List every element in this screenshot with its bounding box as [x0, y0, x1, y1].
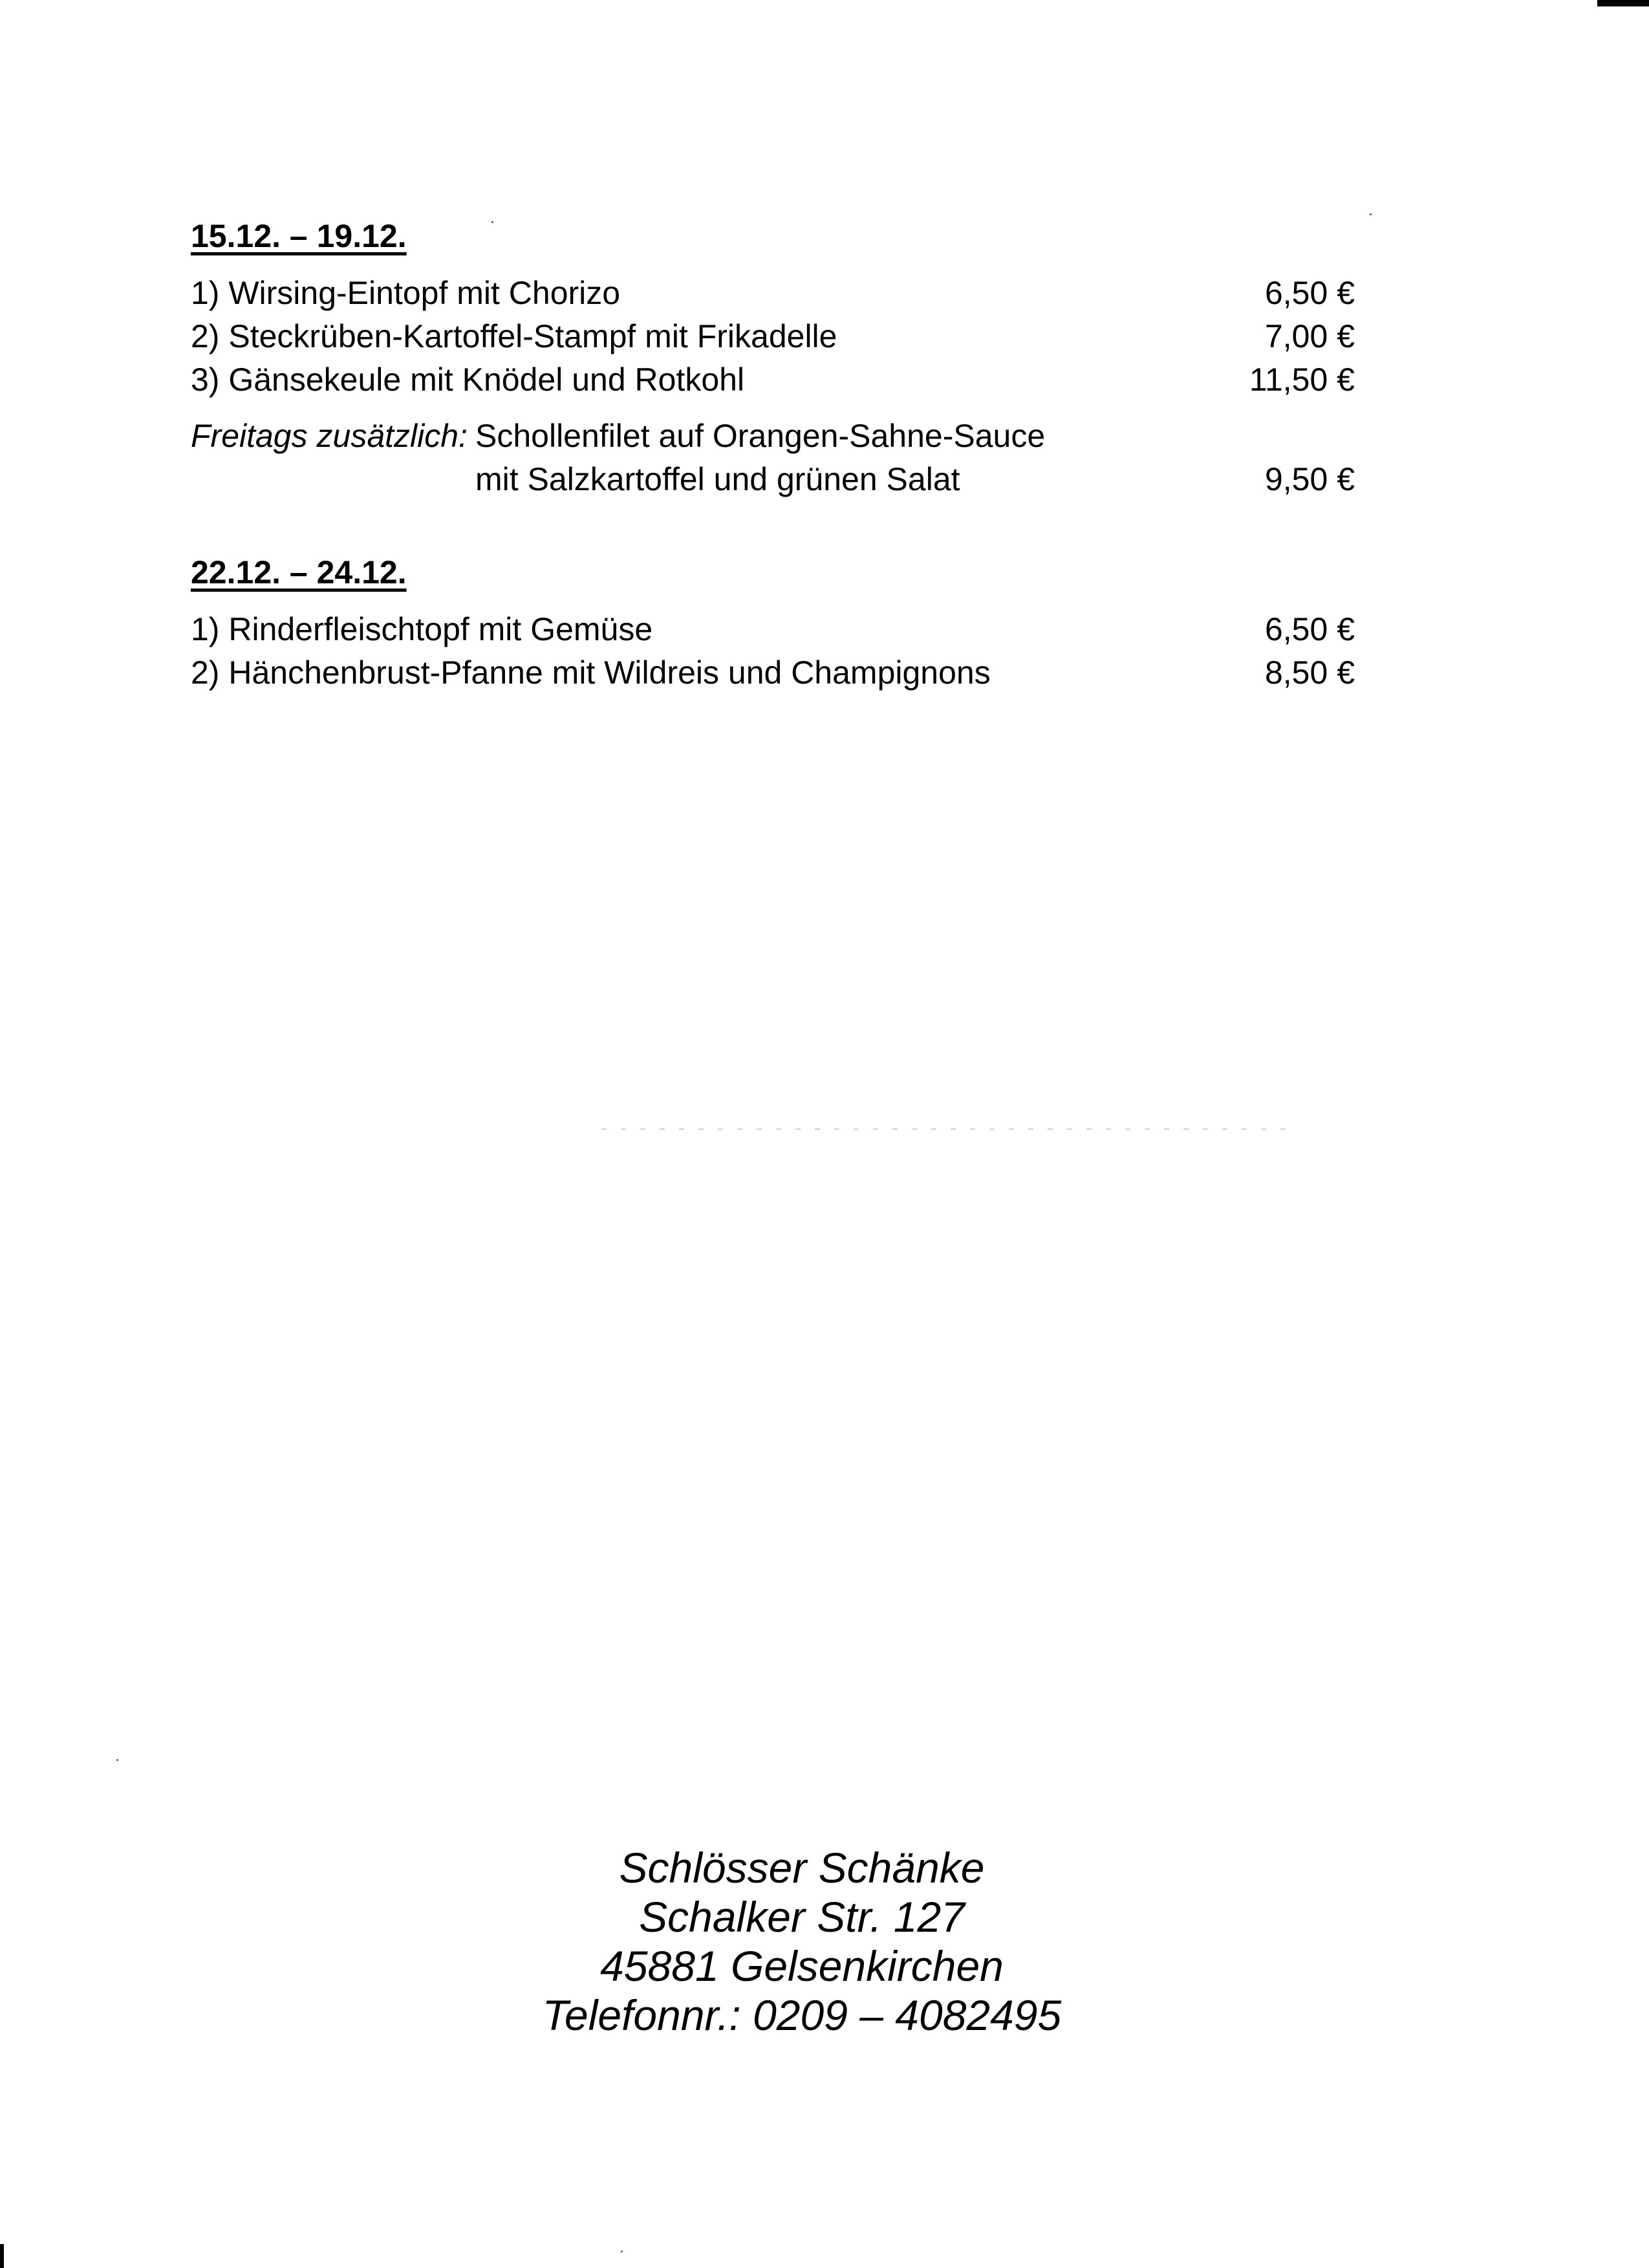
scan-edge-mark: [0, 2244, 4, 2268]
scan-artifact-line: [601, 1129, 1287, 1130]
restaurant-street: Schalker Str. 127: [639, 1893, 965, 1941]
restaurant-name: Schlösser Schänke: [619, 1844, 985, 1892]
dish-name: 3) Gänsekeule mit Knödel und Rotkohl: [191, 362, 745, 398]
menu-item: [191, 272, 1355, 315]
friday-price: 9,50 €: [1264, 461, 1355, 497]
scan-speck: [621, 2251, 623, 2252]
friday-special-line-2: [191, 458, 1355, 501]
restaurant-address: [0, 1843, 1604, 2040]
scan-speck: [116, 1759, 118, 1761]
dish-name: 1) Wirsing-Eintopf mit Chorizo: [191, 275, 621, 311]
dish-name: 2) Steckrüben-Kartoffel-Stampf mit Frikadelle: [191, 318, 837, 354]
friday-dish-line-2: mit Salzkartoffel und grünen Salat: [475, 461, 960, 497]
dish-price: 8,50 €: [1264, 654, 1355, 691]
menu-item: [191, 651, 1355, 695]
restaurant-phone: Telefonnr.: 0209 – 4082495: [542, 1991, 1062, 2039]
menu-items: [191, 272, 1355, 402]
week-date-range: 15.12. – 19.12.: [191, 218, 407, 254]
dish-price: 11,50 €: [1249, 362, 1355, 398]
menu-item: [191, 315, 1355, 358]
dish-price: 6,50 €: [1264, 275, 1355, 311]
menu-item: [191, 608, 1355, 651]
dish-name: 2) Hänchenbrust-Pfanne mit Wildreis und Champignons: [191, 654, 991, 691]
friday-special-line-1: [191, 415, 1355, 458]
lunch-menu: [191, 213, 1355, 695]
friday-label: Freitags zusätzlich:: [191, 418, 468, 454]
friday-dish-line-1: Schollenfilet auf Orangen-Sahne-Sauce: [475, 418, 1046, 454]
scan-speck: [1370, 213, 1372, 215]
menu-item: [191, 358, 1355, 402]
dish-price: 6,50 €: [1264, 611, 1355, 647]
dish-price: 7,00 €: [1264, 318, 1355, 354]
week-section-2: [191, 550, 1355, 695]
menu-items: [191, 608, 1355, 695]
dish-name: 1) Rinderfleischtopf mit Gemüse: [191, 611, 653, 647]
week-date-range: 22.12. – 24.12.: [191, 554, 407, 590]
week-section-1: [191, 213, 1355, 501]
scan-edge-mark: [1597, 0, 1649, 6]
restaurant-city: 45881 Gelsenkirchen: [600, 1942, 1004, 1990]
friday-special: [191, 415, 1355, 501]
